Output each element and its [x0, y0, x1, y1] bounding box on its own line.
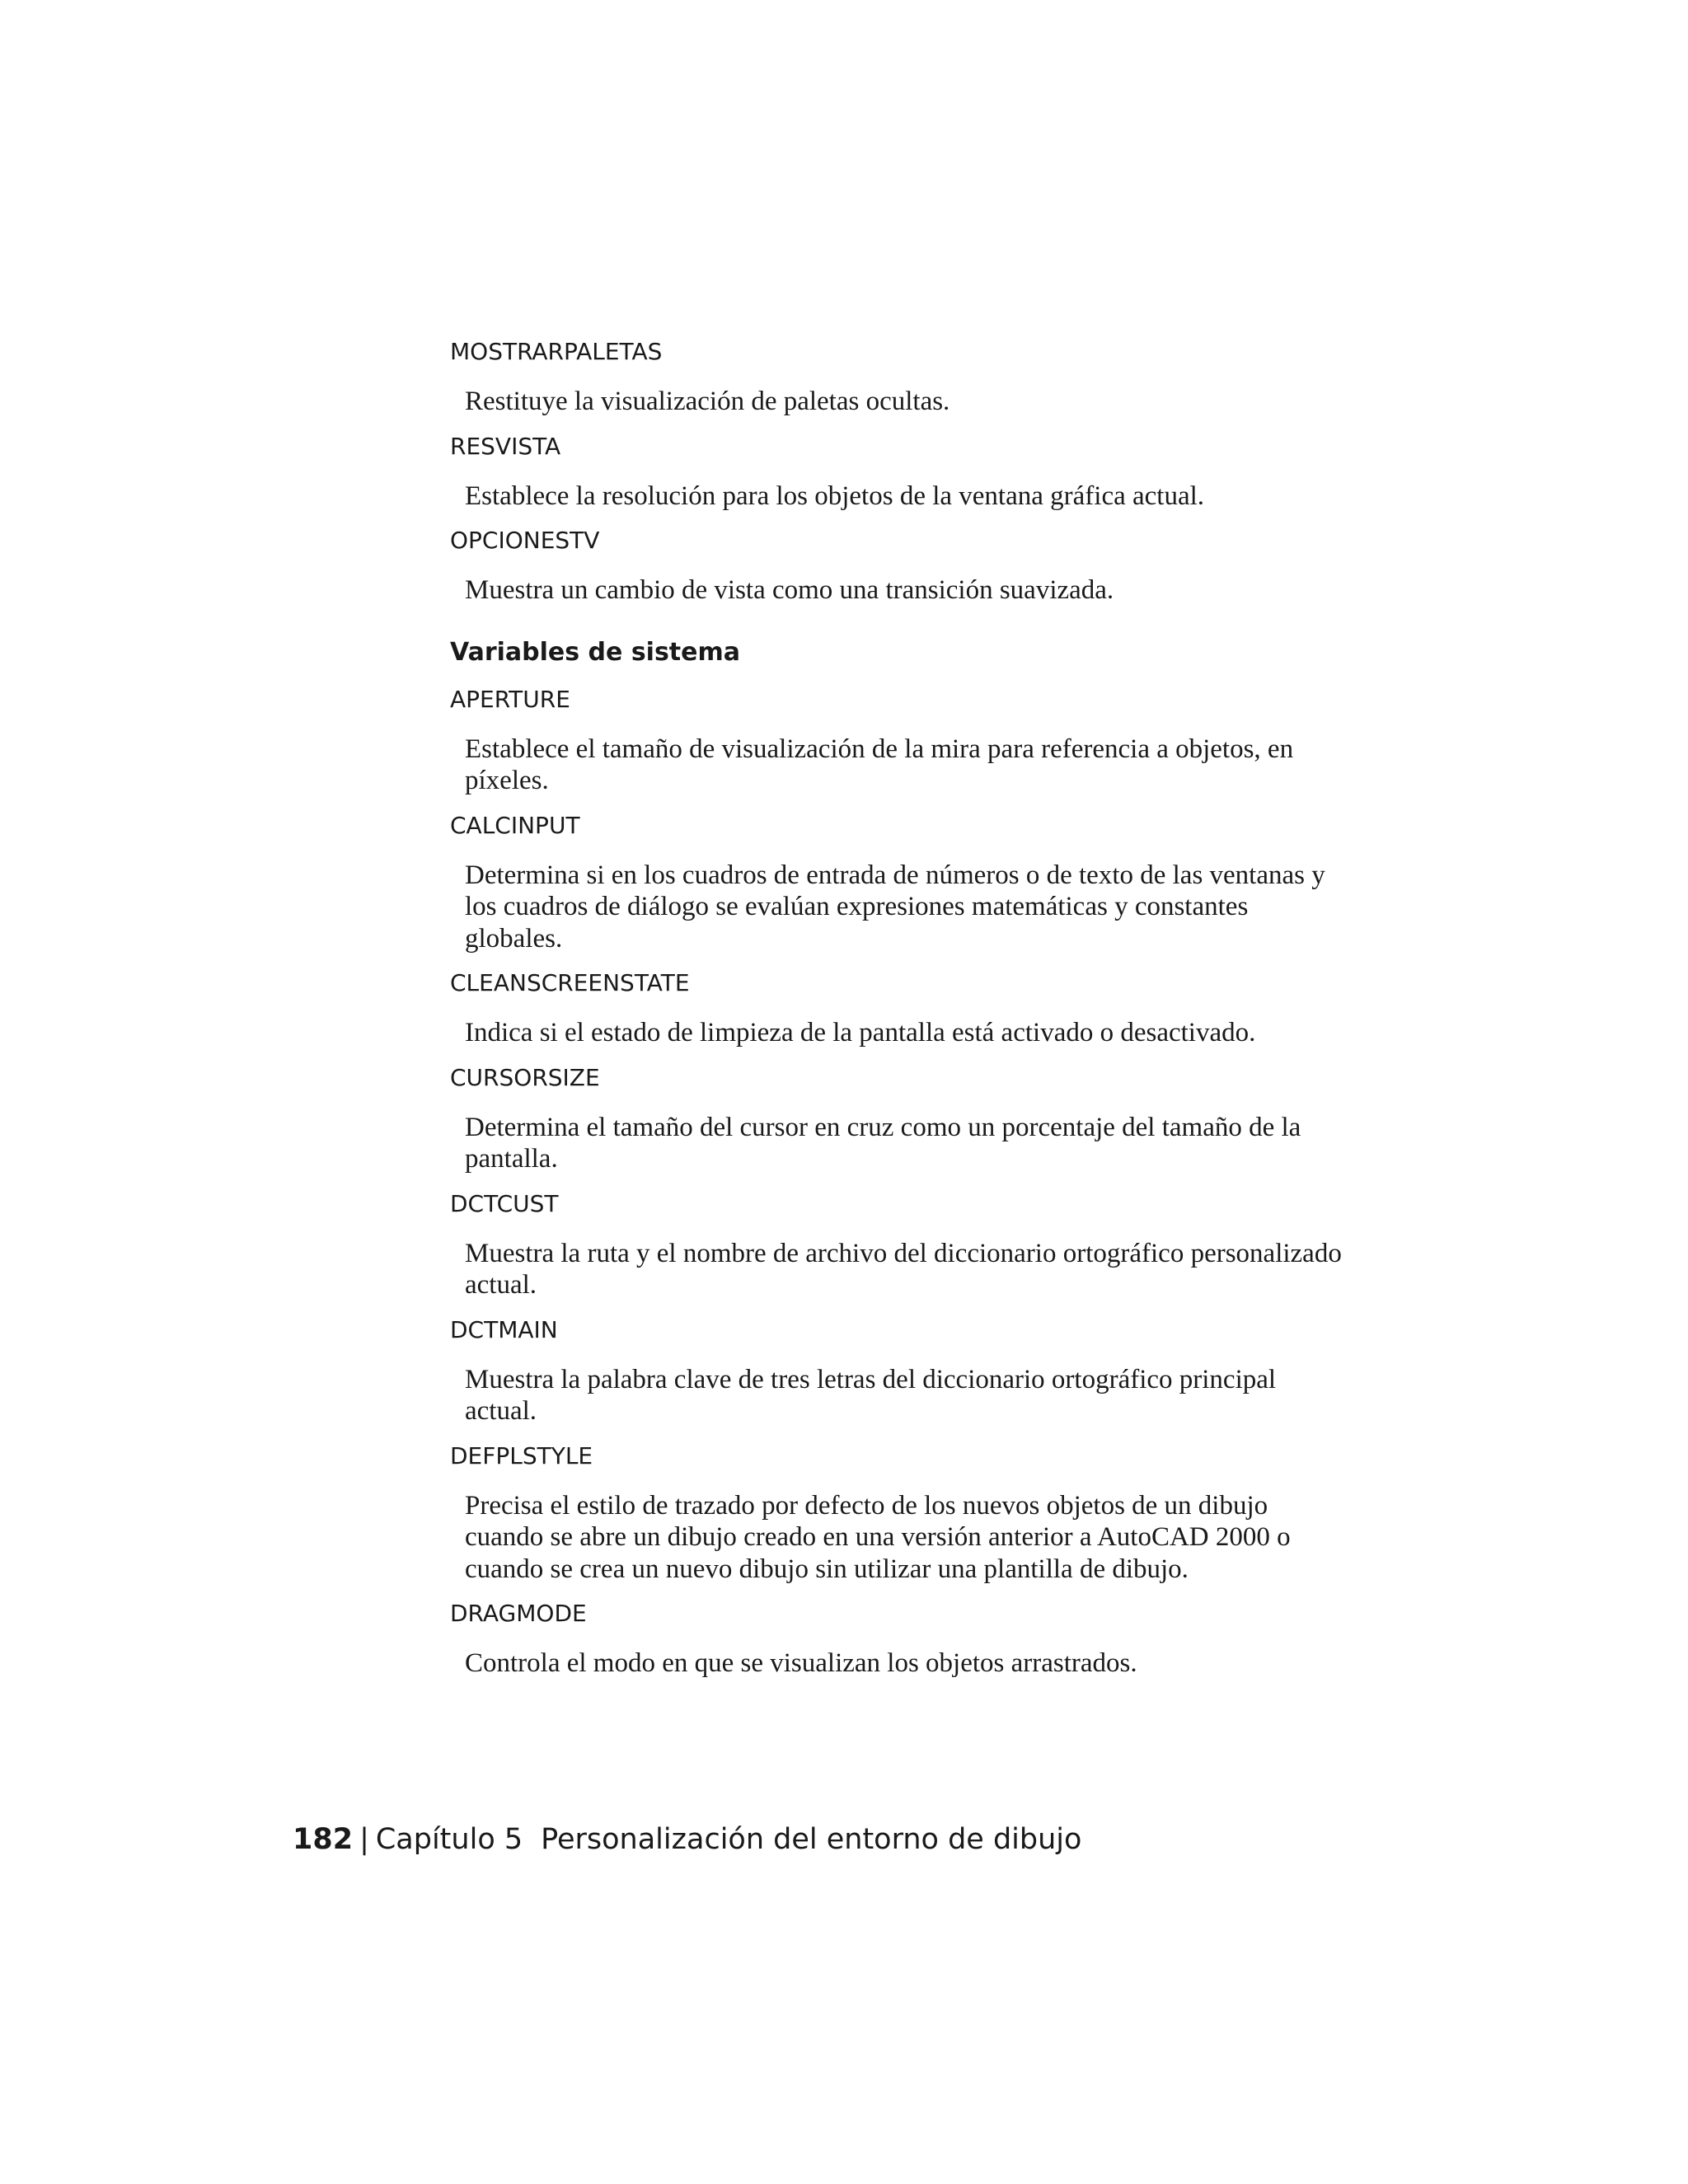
command-description: Muestra un cambio de vista como una transición suavizada. — [465, 575, 1114, 605]
command-description: Establece la resolución para los objetos de la ventana gráfica actual. — [465, 480, 1205, 511]
variable-term: DEFPLSTYLE — [450, 1441, 593, 1469]
command-description: Restituye la visualización de paletas ocultas. — [465, 387, 950, 416]
variable-description: Controla el modo en que se visualizan los objetos arrastrados. — [465, 1648, 1137, 1678]
variable-term: DCTCUST — [450, 1189, 559, 1217]
variable-description: Establece el tamaño de visualización de la mira para referencia a objetos, en píxeles. — [465, 733, 1294, 795]
variable-description: Muestra la palabra clave de tres letras del diccionario ortográfico principal actual. — [465, 1364, 1277, 1426]
section-heading: Variables de sistema — [450, 637, 741, 667]
footer-separator: | — [359, 1823, 369, 1856]
variable-term: DRAGMODE — [450, 1600, 587, 1627]
page-number: 182 — [293, 1823, 354, 1856]
variable-term: APERTURE — [450, 685, 570, 713]
command-term: RESVISTA — [450, 432, 561, 460]
variable-description: Precisa el estilo de trazado por defecto de los nuevos objetos de un dibujo cuando se abre un dibujo creado en una versión anterior a AutoCAD 2000 o cuando se crea un nuevo dibujo sin utilizar una plantilla de dibujo. — [465, 1490, 1291, 1584]
command-term: MOSTRARPALETAS — [450, 338, 663, 365]
command-term: OPCIONESTV — [450, 527, 600, 554]
variable-description: Muestra la ruta y el nombre de archivo del diccionario ortográfico personalizado actual. — [465, 1238, 1342, 1300]
variables-list — [450, 684, 1357, 1680]
page-footer — [293, 1821, 1081, 1858]
commands-list — [450, 336, 1357, 607]
variable-description: Indica si el estado de limpieza de la pantalla está activado o desactivado. — [465, 1018, 1256, 1047]
variable-term: DCTMAIN — [450, 1315, 558, 1343]
page-content — [450, 336, 1357, 1693]
chapter-title: Personalización del entorno de dibujo — [541, 1823, 1082, 1856]
variable-term: CURSORSIZE — [450, 1063, 600, 1091]
chapter-label: Capítulo 5 — [375, 1823, 523, 1856]
variable-description: Determina el tamaño del cursor en cruz como un porcentaje del tamaño de la pantalla. — [465, 1112, 1301, 1174]
variable-description: Determina si en los cuadros de entrada de números o de texto de las ventanas y los cuadros de diálogo se evalúan expresiones matemáticas y constantes globales. — [465, 860, 1325, 954]
variable-term: CLEANSCREENSTATE — [450, 969, 690, 996]
variable-term: CALCINPUT — [450, 811, 580, 839]
